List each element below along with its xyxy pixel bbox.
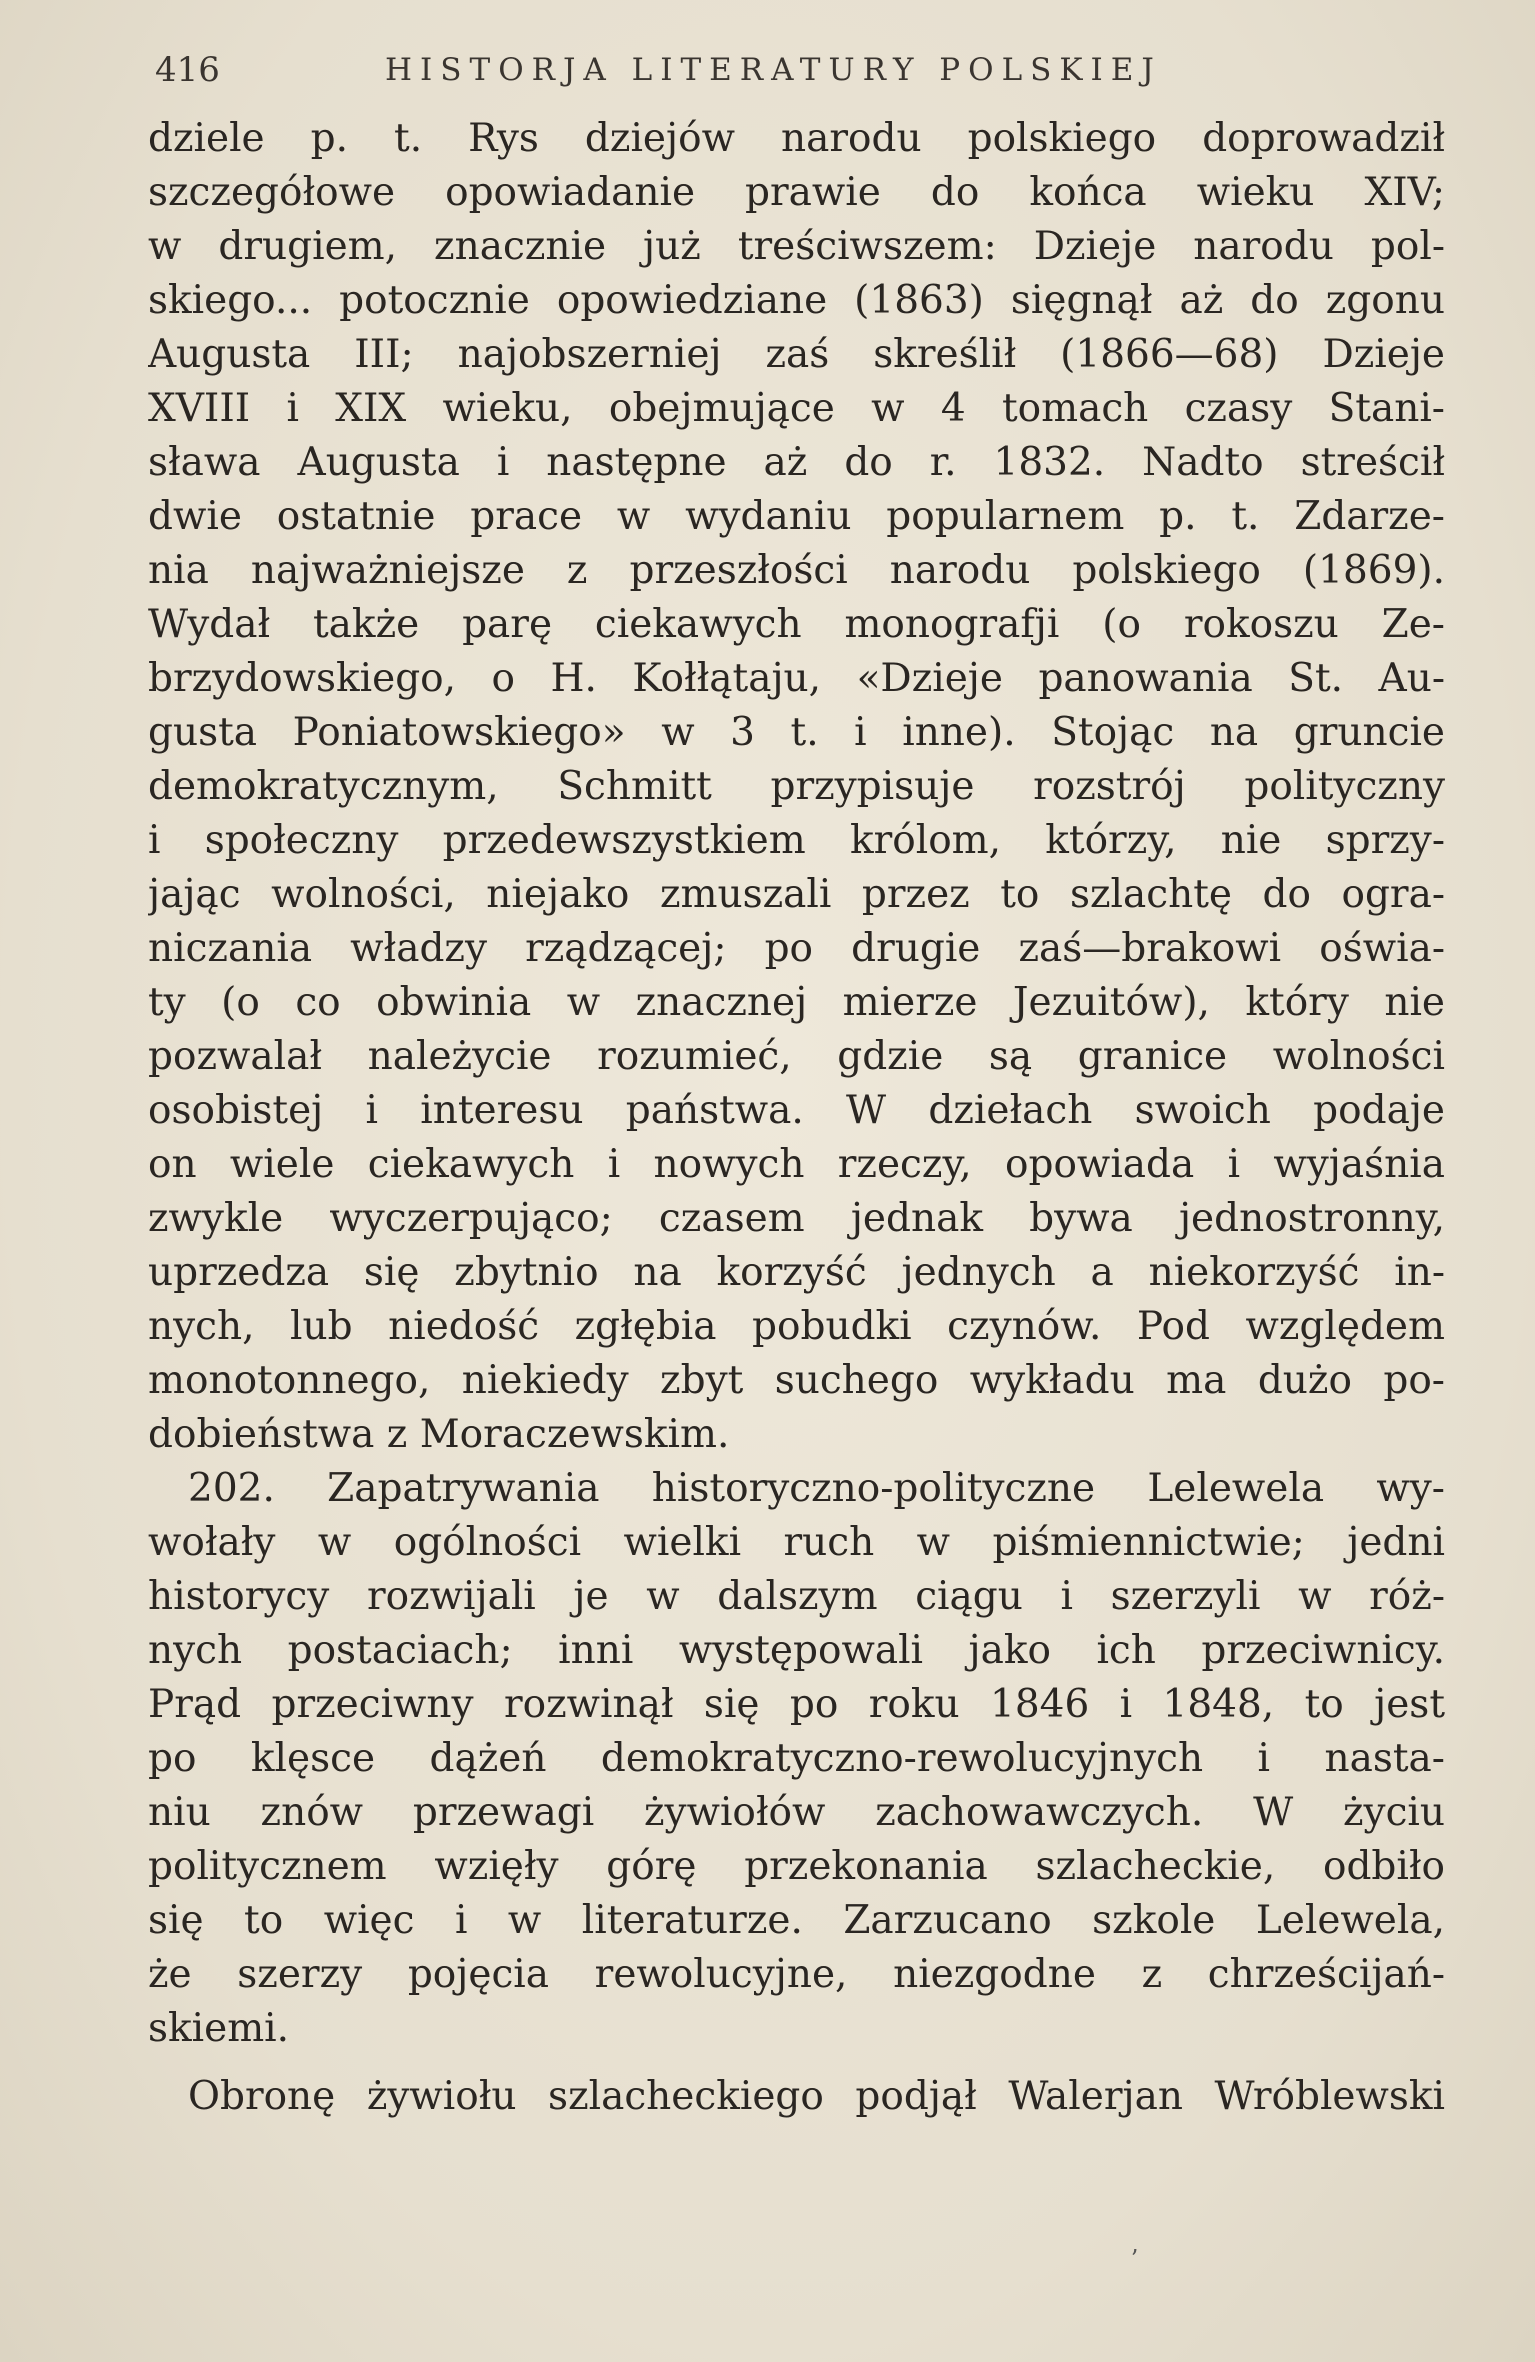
text-line: Wydał także parę ciekawych monografji (o rokoszu Ze- (148, 602, 1445, 647)
text-line: uprzedza się zbytnio na korzyść jednych a niekorzyść in- (148, 1250, 1445, 1295)
text-line: że szerzy pojęcia rewolucyjne, niezgodne z chrześcijań- (148, 1952, 1445, 1997)
text-line: politycznem wzięły górę przekonania szlacheckie, odbiło (148, 1844, 1445, 1889)
text-line: zwykle wyczerpująco; czasem jednak bywa jednostronny, (148, 1196, 1445, 1241)
text-line: nych postaciach; inni występowali jako ich przeciwnicy. (148, 1628, 1445, 1673)
section-202-line: 202. Zapatrywania historyczno-polityczne Lelewela wy- (188, 1466, 1445, 1511)
text-line: skiego... potocznie opowiedziane (1863) sięgnął aż do zgonu (148, 278, 1445, 323)
text-line: szczegółowe opowiadanie prawie do końca wieku XIV; (148, 170, 1445, 215)
text-line: gusta Poniatowskiego» w 3 t. i inne). Stojąc na gruncie (148, 710, 1445, 755)
text-line: niczania władzy rządzącej; po drugie zaś—brakowi oświa- (148, 926, 1445, 971)
text-line: on wiele ciekawych i nowych rzeczy, opowiada i wyjaśnia (148, 1142, 1445, 1187)
text-line: demokratycznym, Schmitt przypisuje rozstrój polityczny (148, 764, 1445, 809)
body-text (148, 112, 1445, 2124)
text-line: osobistej i interesu państwa. W dziełach swoich podaje (148, 1088, 1445, 1133)
text-line: dziele p. t. Rys dziejów narodu polskiego doprowadził (148, 116, 1445, 161)
text-line: historycy rozwijali je w dalszym ciągu i szerzyli w róż- (148, 1574, 1445, 1619)
running-title: HISTORJA LITERATURY POLSKIEJ (385, 52, 1162, 88)
text-line: Prąd przeciwny rozwinął się po roku 1846 i 1848, to jest (148, 1682, 1445, 1727)
text-line: ty (o co obwinia w znacznej mierze Jezuitów), który nie (148, 980, 1445, 1025)
text-line: nia najważniejsze z przeszłości narodu polskiego (1869). (148, 548, 1445, 593)
text-line: monotonnego, niekiedy zbyt suchego wykładu ma dużo po- (148, 1358, 1445, 1403)
text-line: dobieństwa z Moraczewskim. (148, 1412, 730, 1457)
page-header (155, 50, 1445, 100)
text-line: nych, lub niedość zgłębia pobudki czynów. Pod względem (148, 1304, 1445, 1349)
text-line: dwie ostatnie prace w wydaniu popularnem p. t. Zdarze- (148, 494, 1445, 539)
text-line: się to więc i w literaturze. Zarzucano szkole Lelewela, (148, 1898, 1445, 1943)
text-line: niu znów przewagi żywiołów zachowawczych. W życiu (148, 1790, 1445, 1835)
text-line: Augusta III; najobszerniej zaś skreślił (1866—68) Dzieje (148, 332, 1445, 377)
text-line: sława Augusta i następne aż do r. 1832. Nadto streścił (148, 440, 1445, 485)
text-line: i społeczny przedewszystkiem królom, którzy, nie sprzy- (148, 818, 1445, 863)
text-line: skiemi. (148, 2006, 290, 2051)
text-line: brzydowskiego, o H. Kołłątaju, «Dzieje panowania St. Au- (148, 656, 1445, 701)
text-line: XVIII i XIX wieku, obejmujące w 4 tomach czasy Stani- (148, 386, 1445, 431)
text-line: jając wolności, niejako zmuszali przez to szlachtę do ogra- (148, 872, 1445, 917)
page-number: 416 (155, 50, 220, 90)
text-line: pozwalał należycie rozumieć, gdzie są granice wolności (148, 1034, 1445, 1079)
text-line: w drugiem, znacznie już treściwszem: Dzieje narodu pol- (148, 224, 1445, 269)
text-line: Obronę żywiołu szlacheckiego podjął Walerjan Wróblewski (188, 2074, 1445, 2119)
text-line: wołały w ogólności wielki ruch w piśmiennictwie; jedni (148, 1520, 1445, 1565)
text-line: po klęsce dążeń demokratyczno-rewolucyjnych i nasta- (148, 1736, 1445, 1781)
ink-speck: ʼ (1130, 2245, 1138, 2273)
